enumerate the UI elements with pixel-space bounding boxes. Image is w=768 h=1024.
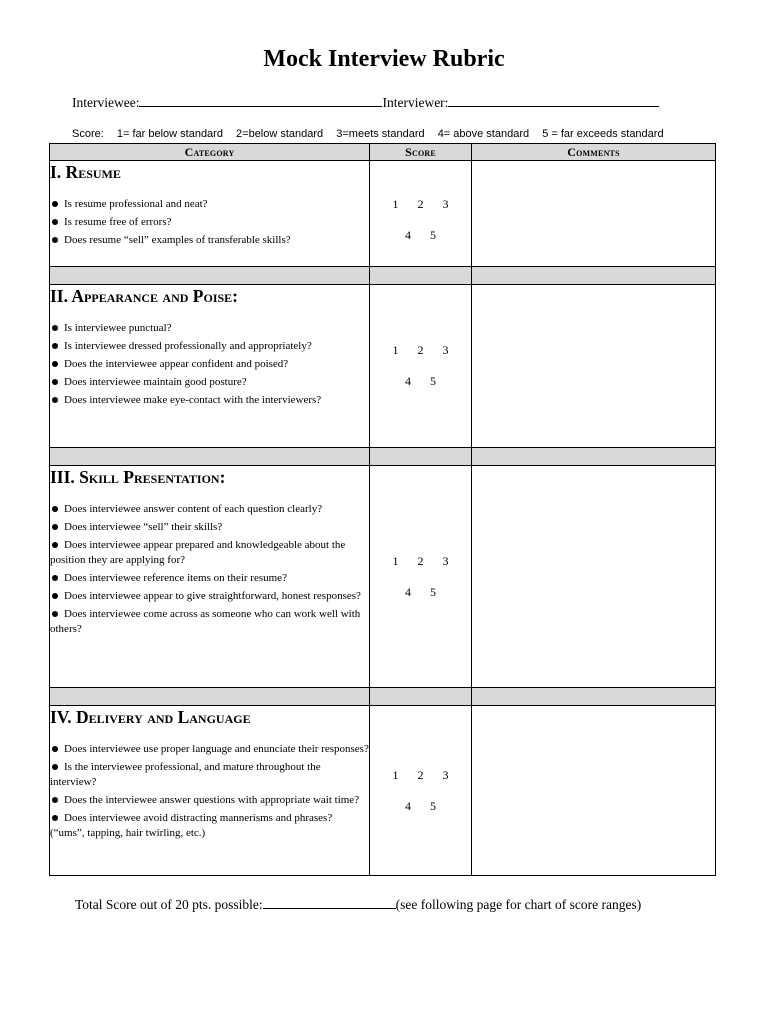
total-score-field[interactable]	[263, 896, 396, 909]
section-title: I. Resume	[50, 162, 121, 182]
question-list	[50, 321, 369, 408]
section-title: IV. Delivery and Language	[50, 707, 251, 727]
bullet-icon	[52, 379, 58, 385]
question-item: Does interviewee maintain good posture?	[50, 375, 369, 390]
score-legend	[72, 128, 674, 140]
question-item: Does interviewee reference items on their resume?	[50, 571, 369, 586]
question-item: Does interviewee avoid distracting mannerisms and phrases? (“ums”, tapping, hair twirling, etc.)	[50, 812, 333, 839]
score-option[interactable]: 3	[442, 767, 449, 782]
score-legend-item: 1= far below standard	[116, 128, 223, 140]
comments-cell[interactable]	[472, 706, 716, 876]
bullet-icon	[52, 361, 58, 367]
question-item: Does interviewee appear to give straightforward, honest responses?	[50, 589, 369, 604]
total-score-note: (see following page for chart of score ranges)	[395, 897, 642, 912]
rubric-table	[49, 143, 716, 876]
score-legend-item: 2=below standard	[236, 128, 324, 140]
score-option[interactable]: 3	[442, 197, 449, 211]
question-item: Does interviewee make eye-contact with the interviewers?	[50, 393, 369, 408]
score-option[interactable]: 2	[417, 343, 424, 357]
section-row-delivery	[50, 706, 716, 876]
question-item: Does interviewee use proper language and enunciate their responses?	[50, 742, 369, 757]
score-option[interactable]: 4	[405, 798, 411, 813]
question-list	[50, 197, 369, 248]
category-cell	[50, 706, 370, 876]
question-item: Is resume free of errors?	[50, 215, 369, 230]
score-cell[interactable]	[370, 161, 472, 267]
category-cell	[50, 161, 370, 267]
score-option[interactable]: 4	[405, 584, 411, 599]
separator-row	[50, 267, 716, 285]
question-item: Is interviewee dressed professionally and appropriately?	[50, 339, 369, 354]
page-title: Mock Interview Rubric	[263, 46, 505, 72]
interviewee-label: Interviewee:	[72, 95, 140, 110]
question-item: Does the interviewee answer questions with appropriate wait time?	[50, 793, 369, 808]
score-cell[interactable]	[370, 285, 472, 448]
header-score: Score	[370, 144, 472, 161]
bullet-icon	[52, 542, 58, 548]
score-option[interactable]: 1	[392, 197, 399, 211]
comments-cell[interactable]	[472, 161, 716, 267]
bullet-icon	[52, 201, 58, 207]
comments-cell[interactable]	[472, 285, 716, 448]
bullet-icon	[52, 237, 58, 243]
separator-row	[50, 688, 716, 706]
interviewee-field[interactable]	[139, 94, 382, 107]
bullet-icon	[52, 506, 58, 512]
score-option[interactable]: 5	[430, 374, 436, 388]
score-option[interactable]: 1	[392, 767, 399, 782]
score-legend-item: 3=meets standard	[336, 128, 425, 140]
section-title: II. Appearance and Poise:	[50, 286, 238, 306]
category-cell	[50, 466, 370, 688]
separator-row	[50, 448, 716, 466]
score-cell[interactable]	[370, 466, 472, 688]
total-score-label: Total Score out of 20 pts. possible:	[75, 897, 263, 912]
bullet-icon	[52, 797, 58, 803]
score-legend-item: 5 = far exceeds standard	[542, 128, 664, 140]
question-list	[50, 742, 369, 841]
score-option[interactable]: 1	[392, 343, 399, 357]
question-item: Does the interviewee appear confident and poised?	[50, 357, 369, 372]
bullet-icon	[52, 764, 58, 770]
question-item: Does interviewee appear prepared and knowledgeable about the position they are applying for?	[50, 539, 346, 566]
question-item: Does interviewee answer content of each question clearly?	[50, 502, 369, 517]
question-item: Is interviewee punctual?	[50, 321, 369, 336]
score-option[interactable]: 1	[392, 553, 399, 568]
section-row-appearance	[50, 285, 716, 448]
interviewer-label: Interviewer:	[382, 95, 449, 110]
score-legend-label: Score:	[72, 128, 104, 140]
score-option[interactable]: 2	[417, 553, 424, 568]
question-item: Does resume “sell” examples of transferable skills?	[50, 233, 369, 248]
score-legend-item: 4= above standard	[437, 128, 530, 140]
bullet-icon	[52, 325, 58, 331]
score-option[interactable]: 4	[405, 374, 411, 388]
header-comments: Comments	[472, 144, 716, 161]
score-option[interactable]: 5	[430, 228, 436, 242]
question-item: Is the interviewee professional, and mature throughout the interview?	[50, 761, 321, 788]
section-title: III. Skill Presentation:	[50, 467, 226, 487]
bullet-icon	[52, 524, 58, 530]
bullet-icon	[52, 343, 58, 349]
question-item: Does interviewee “sell” their skills?	[50, 520, 369, 535]
score-option[interactable]: 3	[442, 343, 449, 357]
score-option[interactable]: 2	[417, 197, 424, 211]
score-cell[interactable]	[370, 706, 472, 876]
question-list	[50, 502, 369, 637]
score-option[interactable]: 2	[417, 767, 424, 782]
section-row-resume	[50, 161, 716, 267]
total-score	[75, 896, 641, 913]
bullet-icon	[52, 575, 58, 581]
question-item: Is resume professional and neat?	[50, 197, 369, 212]
section-row-skill-presentation	[50, 466, 716, 688]
question-item: Does interviewee come across as someone who can work well with others?	[50, 608, 361, 635]
comments-cell[interactable]	[472, 466, 716, 688]
score-option[interactable]: 4	[405, 228, 411, 242]
category-cell	[50, 285, 370, 448]
interviewer-field[interactable]	[448, 94, 659, 107]
score-option[interactable]: 5	[430, 798, 436, 813]
score-option[interactable]: 3	[442, 553, 449, 568]
bullet-icon	[52, 815, 58, 821]
bullet-icon	[52, 611, 58, 617]
bullet-icon	[52, 397, 58, 403]
header-category: Category	[50, 144, 370, 161]
score-option[interactable]: 5	[430, 584, 436, 599]
name-fields	[72, 94, 659, 111]
bullet-icon	[52, 219, 58, 225]
table-header-row	[50, 144, 716, 161]
bullet-icon	[52, 746, 58, 752]
bullet-icon	[52, 593, 58, 599]
